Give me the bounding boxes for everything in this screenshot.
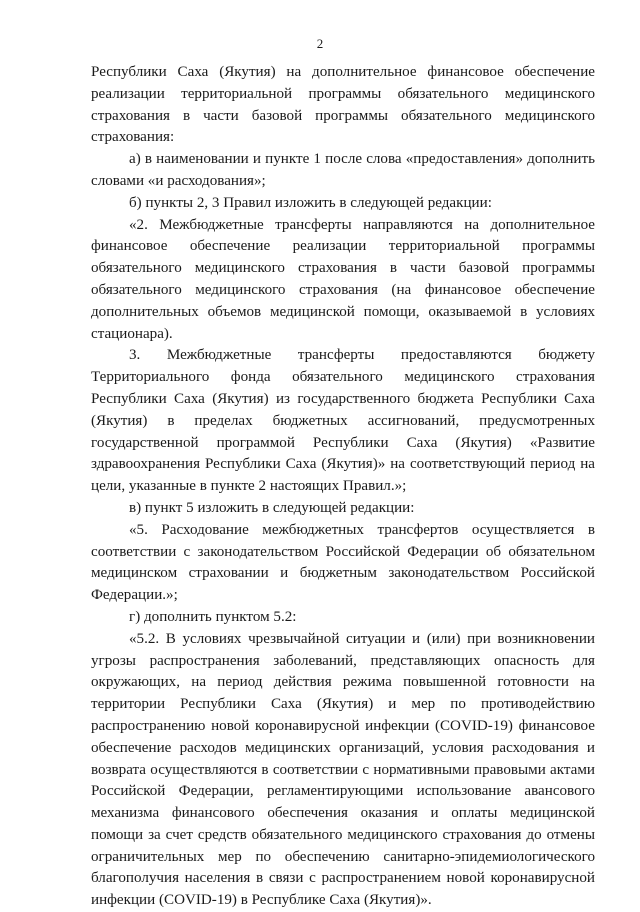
paragraph-amendment-b: б) пункты 2, 3 Правил изложить в следующей редакции: <box>129 194 492 211</box>
document-body <box>91 62 595 912</box>
paragraph-rule-3: 3. Межбюджетные трансферты предоставляются бюджету Территориального фонда обязательного медицинского страхования Республики Саха (Якутия) из государственного бюджета Республики Саха (Якутия) в пределах бюджетных ассигнований, предусмотренных государственной программой Республики Саха (Якутия) «Развитие здравоохранения Республики Саха (Якутия)» на соответствующий период на цели, указанные в пункте 2 настоящих Правил.»; <box>91 347 595 495</box>
paragraph-rule-5: «5. Расходование межбюджетных трансфертов осуществляется в соответствии с законодательством Российской Федерации об обязательном медицинском страховании и бюджетным законодательством Российской Федерации.»; <box>91 521 595 604</box>
page-number: 2 <box>316 36 324 51</box>
paragraph-amendment-v: в) пункт 5 изложить в следующей редакции: <box>129 499 415 516</box>
paragraph-rule-5-2: «5.2. В условиях чрезвычайной ситуации и (или) при возникновении угрозы распространения заболеваний, представляющих опасность для окружающих, на период действия режима повышенной готовности на территории Республики Саха (Якутия) и мер по противодействию распространению новой коронавирусной инфекции (COVID-19) финансовое обеспечение расходов медицинских организаций, условия расходования и возврата осуществляются в соответствии с нормативными правовыми актами Российской Федерации, регламентирующими использование авансового механизма финансового обеспечения оказания и оплаты медицинской помощи за счет средств обязательного медицинского страхования до отмены ограничительных мер по обеспечению санитарно-эпидемиологического благополучия населения в связи с распространением новой коронавирусной инфекции (COVID-19) в Республике Саха (Якутия)». <box>91 630 595 909</box>
paragraph-rule-2: «2. Межбюджетные трансферты направляются на дополнительное финансовое обеспечение реализации территориальной программы обязательного медицинского страхования в части базовой программы обязательного медицинского страхования (на финансовое обеспечение дополнительных объемов медицинской помощи, оказываемой в условиях стационара). <box>91 216 595 342</box>
paragraph-amendment-g: г) дополнить пунктом 5.2: <box>129 608 297 625</box>
paragraph-continuation: Республики Саха (Якутия) на дополнительное финансовое обеспечение реализации территориальной программы обязательного медицинского страхования в части базовой программы обязательного медицинского страхования: <box>91 64 595 146</box>
paragraph-amendment-a: а) в наименовании и пункте 1 после слова «предоставления» дополнить словами «и расходования»; <box>91 151 595 189</box>
